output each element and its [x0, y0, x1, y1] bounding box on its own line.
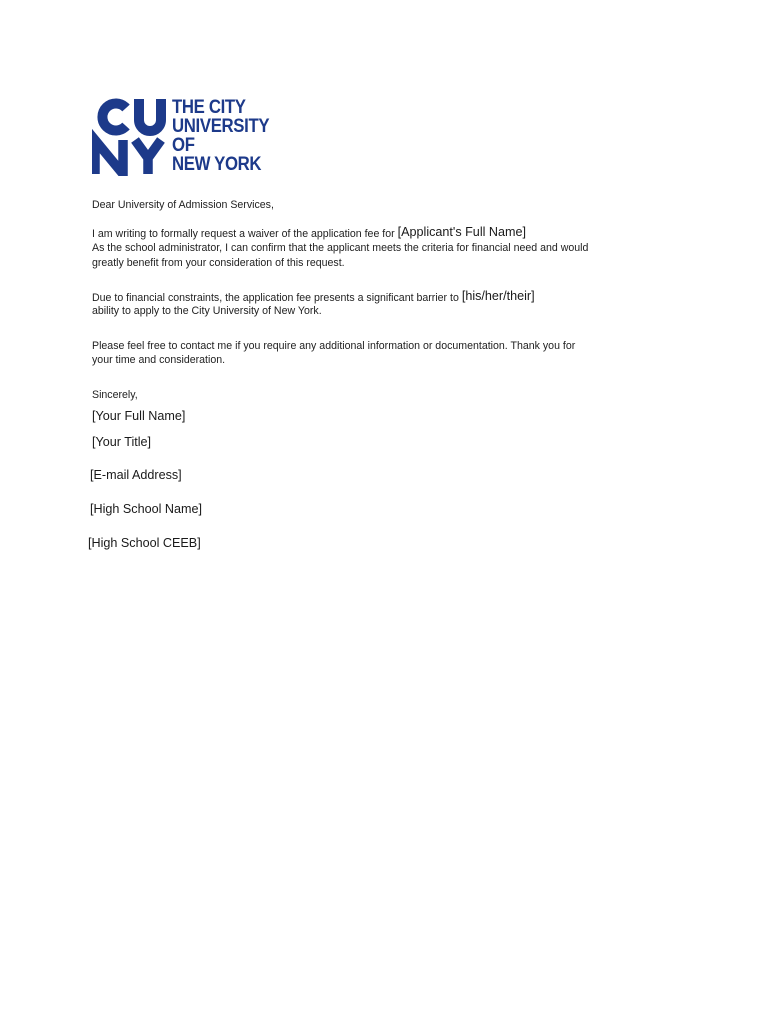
paragraph-1-line-1 [92, 226, 526, 242]
cuny-logo-mark [92, 96, 170, 176]
paragraph-3-line-2: your time and consideration. [92, 354, 226, 366]
high-school-ceeb-field[interactable]: [High School CEEB] [88, 536, 201, 550]
applicant-name-field[interactable]: [Applicant's Full Name] [397, 225, 527, 239]
logo-line-4: NEW YORK [172, 153, 262, 175]
your-full-name-field[interactable]: [Your Full Name] [92, 409, 186, 423]
paragraph-2-line-2: ability to apply to the City University of New York. [92, 305, 322, 317]
logo-line-3: OF [172, 134, 195, 156]
paragraph-3-line-1: Please feel free to contact me if you require any additional information or documentation. Thank you for [92, 340, 576, 352]
paragraph-1-line-2: As the school administrator, I can confirm that the applicant meets the criteria for financial need and would [92, 242, 589, 254]
email-address-field[interactable]: [E-mail Address] [90, 468, 182, 482]
logo-line-2: UNIVERSITY [172, 115, 270, 137]
closing: Sincerely, [92, 389, 138, 401]
cuny-logo-wordmark [172, 98, 269, 174]
pronoun-field[interactable]: [his/her/their] [461, 289, 535, 303]
cuny-logo [92, 96, 282, 178]
paragraph-2-text: Due to financial constraints, the application fee presents a significant barrier to [92, 292, 459, 304]
your-title-field[interactable]: [Your Title] [92, 435, 152, 449]
paragraph-1-line-3: greatly benefit from your consideration of this request. [92, 257, 345, 269]
logo-line-1: THE CITY [172, 96, 246, 118]
salutation: Dear University of Admission Services, [92, 199, 274, 211]
paragraph-1-text: I am writing to formally request a waiver of the application fee for [92, 228, 395, 240]
high-school-name-field[interactable]: [High School Name] [90, 502, 202, 516]
